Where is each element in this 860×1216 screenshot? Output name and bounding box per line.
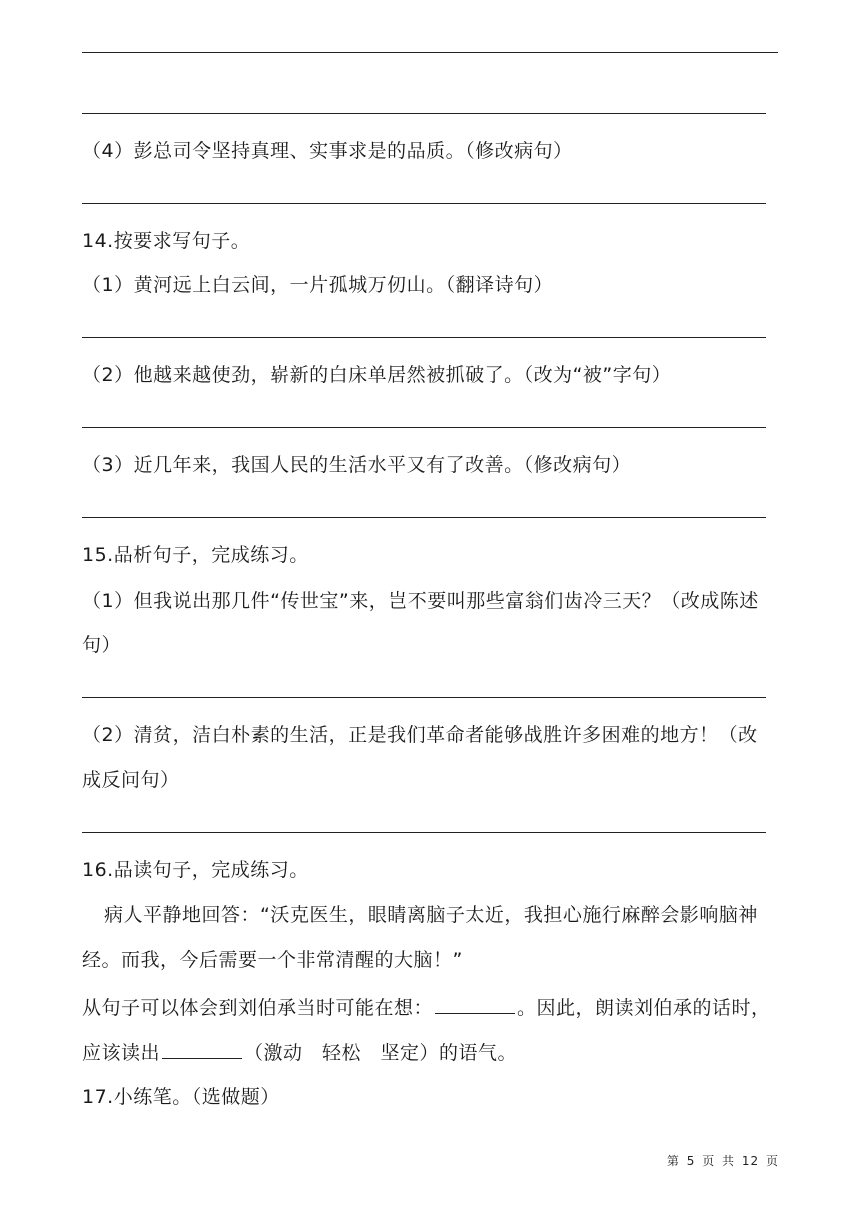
question-14-2: （2）他越来越使劲，崭新的白床单居然被抓破了。（改为“被”字句）	[82, 364, 672, 386]
question-16-prompt-2	[82, 1040, 517, 1065]
prompt-text: 。因此，朗读刘伯承的话时，	[517, 997, 771, 1019]
footer-unit: 页	[702, 1154, 716, 1168]
answer-line	[82, 337, 766, 338]
page-current: 5	[686, 1154, 696, 1168]
page-total: 12	[741, 1154, 760, 1168]
footer-label: 第	[666, 1154, 680, 1168]
quote-line-2: 经。而我，今后需要一个非常清醒的大脑！”	[82, 949, 463, 971]
question-15-1-cont: 句）	[82, 634, 122, 656]
question-17-title: 17.小练笔。（选做题）	[82, 1086, 280, 1108]
answer-line	[82, 113, 766, 114]
question-15-1: （1）但我说出那几件“传世宝”来，岂不要叫那些富翁们齿冷三天？（改成陈述	[82, 590, 759, 612]
fill-blank[interactable]	[435, 995, 515, 1014]
prompt-text: （激动 轻松 坚定）的语气。	[244, 1042, 518, 1064]
question-15-2: （2）清贫，洁白朴素的生活，正是我们革命者能够战胜许多困难的地方！（改	[82, 724, 758, 746]
question-15-title: 15.品析句子，完成练习。	[82, 544, 309, 566]
question-14-3: （3）近几年来，我国人民的生活水平又有了改善。（修改病句）	[82, 454, 632, 476]
answer-line	[82, 697, 766, 698]
prompt-text: 应该读出	[82, 1042, 161, 1064]
answer-line	[82, 832, 766, 833]
footer-label: 共	[722, 1154, 736, 1168]
question-15-2-cont: 成反问句）	[82, 769, 180, 791]
answer-line	[82, 427, 766, 428]
prompt-text: 从句子可以体会到刘伯承当时可能在想：	[82, 997, 434, 1019]
answer-line	[82, 52, 778, 53]
question-16-prompt-1	[82, 995, 771, 1020]
answer-line	[82, 517, 766, 518]
question-16-title: 16.品读句子，完成练习。	[82, 859, 309, 881]
footer-unit: 页	[765, 1154, 779, 1168]
quote-line-1: 病人平静地回答：“沃克医生，眼睛离脑子太近，我担心施行麻醉会影响脑神	[104, 904, 758, 926]
page-footer	[620, 1152, 780, 1169]
question-14-title: 14.按要求写句子。	[82, 230, 251, 252]
question-13-4: （4）彭总司令坚持真理、实事求是的品质。（修改病句）	[82, 140, 573, 162]
answer-line	[82, 203, 766, 204]
question-14-1: （1）黄河远上白云间，一片孤城万仞山。（翻译诗句）	[82, 274, 554, 296]
fill-blank[interactable]	[162, 1040, 242, 1059]
